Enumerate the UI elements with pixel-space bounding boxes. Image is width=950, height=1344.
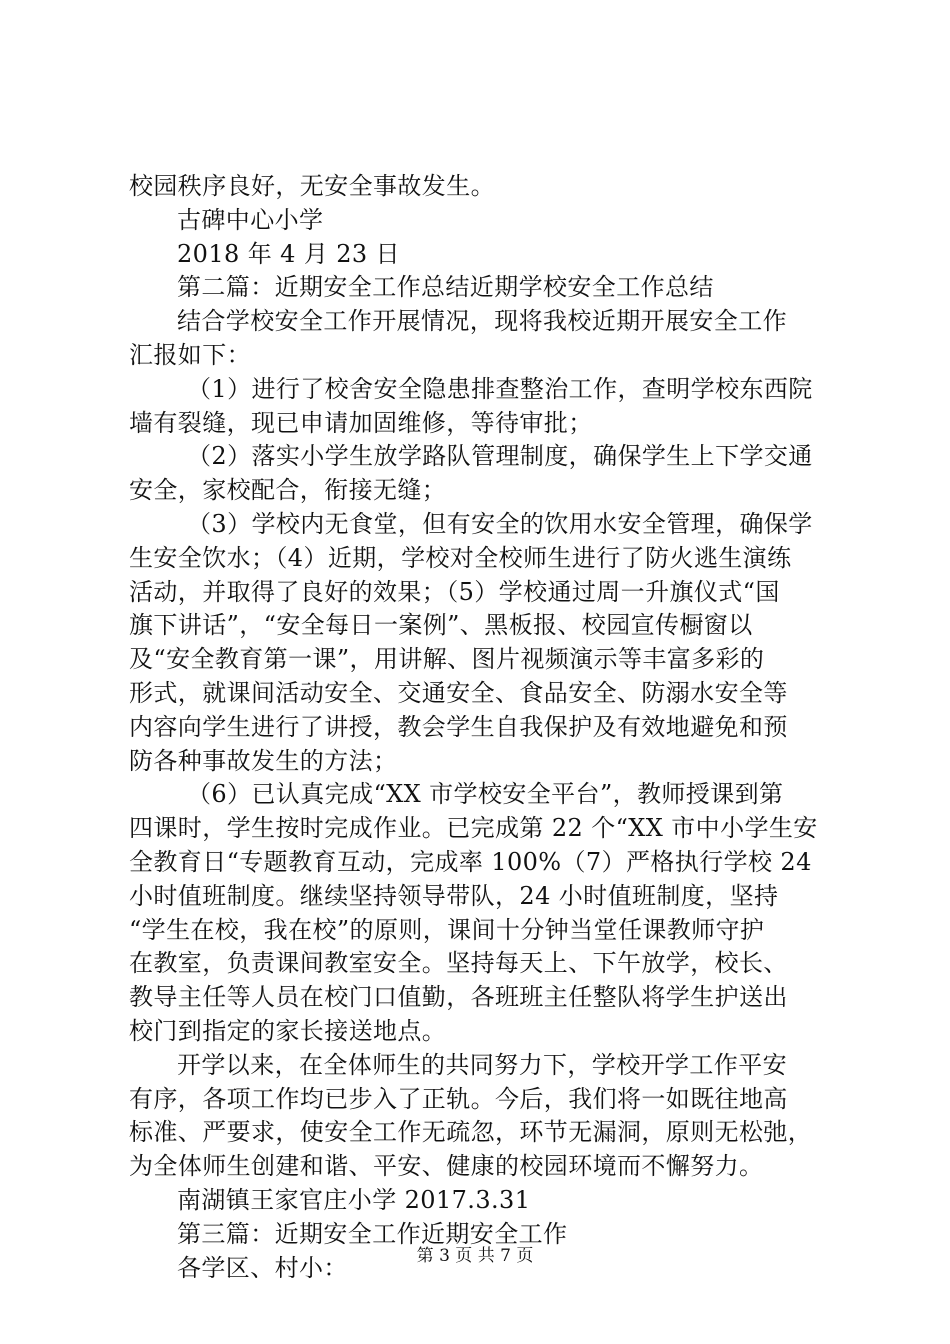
text-line: 开学以来，在全体师生的共同努力下，学校开学工作平安 [177, 1050, 787, 1079]
text-line: 在教室，负责课间教室安全。坚持每天上、下午放学，校长、 [129, 949, 788, 978]
school-signature-date: 南湖镇王家官庄小学 2017.3.31 [177, 1185, 531, 1214]
signature-date: 2018 年 4 月 23 日 [177, 239, 401, 268]
text-line: （2）落实小学生放学路队管理制度，确保学生上下学交通 [187, 442, 813, 471]
text-line: 内容向学生进行了讲授，教会学生自我保护及有效地避免和预 [129, 712, 788, 741]
text-line: 旗下讲话”，“安全每日一案例”、黑板报、校园宣传橱窗以 [129, 611, 753, 640]
text-line: 标准、严要求，使安全工作无疏忽，环节无漏洞，原则无松弛， [129, 1118, 813, 1147]
text-line: 墙有裂缝，现已申请加固维修，等待审批； [129, 408, 593, 437]
text-line: （3）学校内无食堂，但有安全的饮用水安全管理，确保学 [187, 509, 813, 538]
school-signature: 古碑中心小学 [177, 205, 324, 234]
text-line: 有序，各项工作均已步入了正轨。今后，我们将一如既往地高 [129, 1084, 788, 1113]
text-line: 四课时，学生按时完成作业。已完成第 22 个“XX 市中小学生安 [129, 814, 818, 843]
text-line: 形式，就课间活动安全、交通安全、食品安全、防溺水安全等 [129, 678, 788, 707]
section-heading-3: 第三篇：近期安全工作近期安全工作 [177, 1219, 568, 1248]
text-line: 全教育日“专题教育互动，完成率 100%（7）严格执行学校 24 [129, 847, 812, 876]
text-line: 结合学校安全工作开展情况，现将我校近期开展安全工作 [177, 307, 787, 336]
text-line: 汇报如下： [129, 340, 251, 369]
text-line: 校园秩序良好，无安全事故发生。 [129, 172, 495, 200]
text-line: （6）已认真完成“XX 市学校安全平台”，教师授课到第 [187, 780, 784, 809]
text-line: 为全体师生创建和谐、平安、健康的校园环境而不懈努力。 [129, 1152, 764, 1181]
text-line: 教导主任等人员在校门口值勤，各班班主任整队将学生护送出 [129, 983, 788, 1012]
text-line: 安全，家校配合，衔接无缝； [129, 476, 447, 505]
text-line: “学生在校，我在校”的原则，课间十分钟当堂任课教师守护 [129, 915, 765, 944]
page-number-footer: 第 3 页 共 7 页 [416, 1246, 534, 1266]
text-line: （1）进行了校舍安全隐患排查整治工作，查明学校东西院 [187, 374, 813, 403]
text-line: 小时值班制度。继续坚持领导带队，24 小时值班制度，坚持 [129, 881, 779, 910]
text-line: 校门到指定的家长接送地点。 [129, 1016, 447, 1045]
section-heading-2: 第二篇：近期安全工作总结近期学校安全工作总结 [177, 273, 714, 302]
document-body [129, 170, 829, 1285]
salutation: 各学区、村小： [177, 1253, 348, 1282]
text-line: 防各种事故发生的方法； [129, 746, 398, 775]
text-line: 及“安全教育第一课”，用讲解、图片视频演示等丰富多彩的 [129, 645, 765, 674]
text-line: 活动，并取得了良好的效果；（5）学校通过周一升旗仪式“国 [129, 577, 780, 606]
text-line: 生安全饮水；（4）近期，学校对全校师生进行了防火逃生演练 [129, 543, 792, 572]
